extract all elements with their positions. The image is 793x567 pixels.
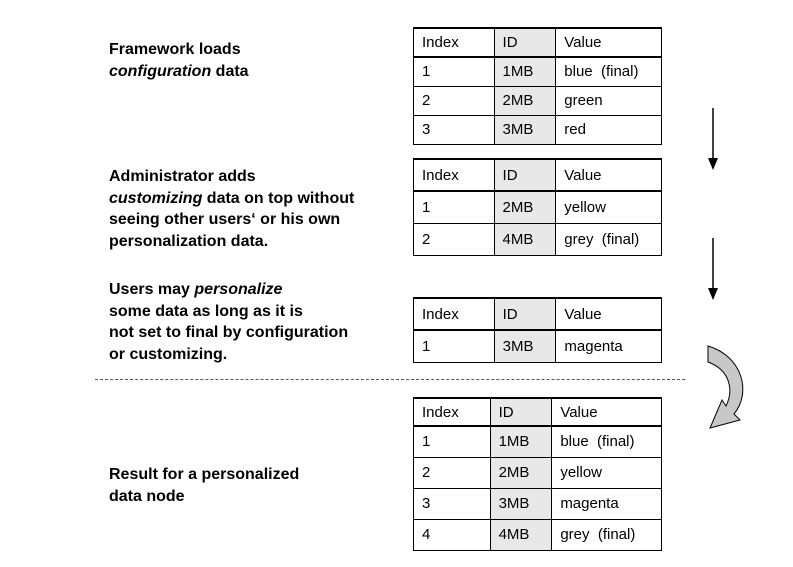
- id-header: ID: [494, 298, 556, 330]
- index-header: Index: [414, 28, 495, 57]
- index-cell: 1: [414, 426, 491, 457]
- index-cell: 2: [414, 223, 495, 255]
- value-cell: yellow: [556, 191, 662, 223]
- down-arrow-icon: [708, 108, 718, 170]
- customize-emphasis: customizing: [109, 189, 203, 207]
- index-cell: 3: [414, 115, 495, 144]
- value-cell: grey (final): [552, 519, 662, 550]
- value-header: Value: [556, 159, 662, 191]
- personalize-line2: some data as long as it is: [109, 302, 303, 320]
- id-cell: 1MB: [494, 57, 556, 86]
- config-line2-rest: data: [211, 62, 249, 80]
- value-cell: magenta: [552, 488, 662, 519]
- id-header: ID: [494, 28, 556, 57]
- id-cell: 4MB: [490, 519, 552, 550]
- index-cell: 2: [414, 457, 491, 488]
- index-header: Index: [414, 398, 491, 426]
- id-cell: 3MB: [494, 330, 556, 362]
- id-cell: 2MB: [494, 86, 556, 115]
- index-cell: 1: [414, 57, 495, 86]
- value-cell: blue (final): [556, 57, 662, 86]
- value-cell: magenta: [556, 330, 662, 362]
- customize-line1: Administrator adds: [109, 168, 256, 185]
- personalize-line4: or customizing.: [109, 345, 228, 363]
- value-cell: blue (final): [552, 426, 662, 457]
- index-cell: 3: [414, 488, 491, 519]
- personalize-emphasis: personalize: [194, 281, 283, 298]
- value-header: Value: [556, 298, 662, 330]
- customize-line3: seeing other users‘ or his own: [109, 211, 341, 228]
- value-cell: yellow: [552, 457, 662, 488]
- id-header: ID: [494, 159, 556, 191]
- index-cell: 2: [414, 86, 495, 115]
- result-line1: Result for a personalized: [109, 466, 300, 483]
- id-cell: 1MB: [490, 426, 552, 457]
- index-cell: 1: [414, 191, 495, 223]
- id-header: ID: [490, 398, 552, 426]
- result-line2: data node: [109, 487, 185, 505]
- value-cell: grey (final): [556, 223, 662, 255]
- value-cell: green: [556, 86, 662, 115]
- id-cell: 2MB: [490, 457, 552, 488]
- index-cell: 1: [414, 330, 495, 362]
- index-cell: 4: [414, 519, 491, 550]
- config-line1: Framework loads: [109, 41, 241, 58]
- id-cell: 2MB: [494, 191, 556, 223]
- customize-line2-rest: data on top without: [202, 189, 355, 207]
- value-header: Value: [556, 28, 662, 57]
- curved-arrow-icon: [708, 346, 743, 428]
- id-cell: 4MB: [494, 223, 556, 255]
- personalize-line3: not set to final by configuration: [109, 324, 349, 341]
- id-cell: 3MB: [490, 488, 552, 519]
- personalize-line1-pre: Users may: [109, 281, 195, 298]
- id-cell: 3MB: [494, 115, 556, 144]
- index-header: Index: [414, 298, 495, 330]
- value-header: Value: [552, 398, 662, 426]
- down-arrow-icon: [708, 238, 718, 300]
- index-header: Index: [414, 159, 495, 191]
- config-emphasis: configuration: [109, 62, 212, 80]
- value-cell: red: [556, 115, 662, 144]
- customize-line4: personalization data.: [109, 232, 269, 250]
